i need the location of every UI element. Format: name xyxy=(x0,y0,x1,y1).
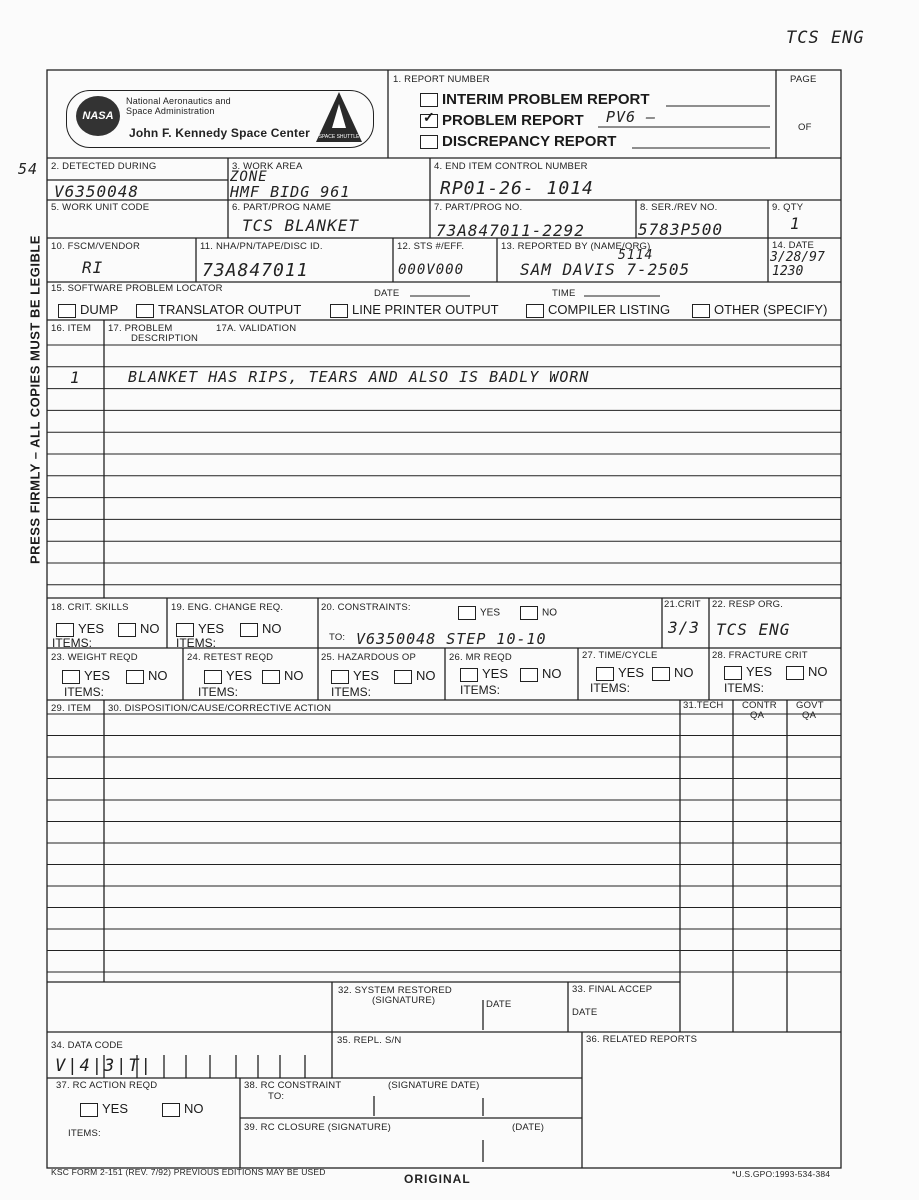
f28-items: ITEMS: xyxy=(724,681,765,695)
problem-item-value: 1 xyxy=(70,368,81,387)
f27-label: 27. TIME/CYCLE xyxy=(582,650,658,661)
f39-date-label: (DATE) xyxy=(512,1122,545,1133)
f37-yes-label: YES xyxy=(102,1101,129,1116)
f17-label: 17. PROBLEM xyxy=(108,323,173,334)
f26-yes-label: YES xyxy=(482,666,509,681)
f19-label: 19. ENG. CHANGE REQ. xyxy=(171,602,284,613)
f23-no-label: NO xyxy=(148,668,168,683)
f24-no-label: NO xyxy=(284,668,304,683)
f33-date-label: DATE xyxy=(572,1007,598,1018)
interim-label: INTERIM PROBLEM REPORT xyxy=(442,91,650,108)
f39-label: 39. RC CLOSURE (SIGNATURE) xyxy=(244,1122,392,1133)
f14-time: 1230 xyxy=(772,264,804,279)
compiler-checkbox[interactable] xyxy=(526,304,544,318)
f21-value: 3/3 xyxy=(668,618,700,637)
f37-items: ITEMS: xyxy=(68,1128,101,1139)
f16-label: 16. ITEM xyxy=(51,323,92,334)
side-text: PRESS FIRMLY – ALL COPIES MUST BE LEGIBLE xyxy=(27,235,43,564)
lineprinter-label: LINE PRINTER OUTPUT xyxy=(352,302,499,317)
f19-items: ITEMS: xyxy=(176,636,217,650)
translator-checkbox[interactable] xyxy=(136,304,154,318)
f33-label: 33. FINAL ACCEP xyxy=(572,984,653,995)
f28-yes-label: YES xyxy=(746,664,773,679)
f18-items: ITEMS: xyxy=(52,636,93,650)
f24-yes-label: YES xyxy=(226,668,253,683)
f8-label: 8. SER./REV NO. xyxy=(640,202,718,213)
f12-label: 12. STS #/EFF. xyxy=(397,241,465,252)
original-stamp: ORIGINAL xyxy=(404,1172,471,1186)
f38-sig-label: (SIGNATURE DATE) xyxy=(388,1080,480,1091)
f31-label: 31.TECH xyxy=(683,700,724,711)
f9-label: 9. QTY xyxy=(772,202,804,213)
shuttle-patch-text: SPACE SHUTTLE xyxy=(318,134,360,140)
page-label: PAGE xyxy=(790,74,817,85)
f37-yes[interactable] xyxy=(80,1101,128,1117)
center-name: John F. Kennedy Space Center xyxy=(129,126,310,140)
f27-yes-label: YES xyxy=(618,665,645,680)
dump-checkbox[interactable] xyxy=(58,304,76,318)
f38-to-label: TO: xyxy=(268,1091,285,1102)
f29-label: 29. ITEM xyxy=(51,703,92,714)
f26-items: ITEMS: xyxy=(460,683,501,697)
sw-translator[interactable] xyxy=(136,302,301,318)
f7-value: 73A847011-2292 xyxy=(436,221,585,240)
f37-yes-checkbox[interactable] xyxy=(80,1103,98,1117)
f38-label: 38. RC CONSTRAINT xyxy=(244,1080,342,1091)
f18-no-label: NO xyxy=(140,621,160,636)
discrepancy-label: DISCREPANCY REPORT xyxy=(442,133,617,150)
f23-no[interactable] xyxy=(126,668,168,684)
contr-label-1: CONTR xyxy=(742,700,777,711)
problem-report-value: PV6 – xyxy=(606,108,657,126)
sw-compiler[interactable] xyxy=(526,302,670,318)
f26-no-checkbox[interactable] xyxy=(520,668,538,682)
sw-time-label: TIME xyxy=(552,288,576,299)
contr-label-2: QA xyxy=(750,710,765,721)
f4-label: 4. END ITEM CONTROL NUMBER xyxy=(434,161,588,172)
f10-label: 10. FSCM/VENDOR xyxy=(51,241,141,252)
sw-lineprinter[interactable] xyxy=(330,302,499,318)
f26-no[interactable] xyxy=(520,666,562,682)
f2-label: 2. DETECTED DURING xyxy=(51,161,157,172)
problem-description: BLANKET HAS RIPS, TEARS AND ALSO IS BADLY WORN xyxy=(128,368,590,386)
f25-items: ITEMS: xyxy=(331,685,372,699)
f32-date-label: DATE xyxy=(486,999,512,1010)
f23-yes-label: YES xyxy=(84,668,111,683)
f20-no[interactable] xyxy=(520,606,557,620)
f23-yes[interactable] xyxy=(62,668,110,684)
f27-no-checkbox[interactable] xyxy=(652,667,670,681)
problem-checkbox[interactable]: ✓ xyxy=(420,114,438,128)
f35-label: 35. REPL. S/N xyxy=(337,1035,402,1046)
sw-other[interactable] xyxy=(692,302,827,318)
f28-yes[interactable] xyxy=(724,664,772,680)
f18-yes-label: YES xyxy=(78,621,105,636)
dump-label: DUMP xyxy=(80,302,119,317)
problem-label: PROBLEM REPORT xyxy=(442,112,584,129)
option-discrepancy[interactable] xyxy=(420,133,616,150)
f32-label: 32. SYSTEM RESTORED xyxy=(338,985,452,996)
gpo-mark: *U.S.GPO:1993-534-384 xyxy=(732,1169,831,1179)
margin-number: 54 xyxy=(18,160,39,178)
f28-label: 28. FRACTURE CRIT xyxy=(712,650,808,661)
f19-no-label: NO xyxy=(262,621,282,636)
f26-label: 26. MR REQD xyxy=(449,652,512,663)
f13-org: 5114 xyxy=(618,248,654,263)
f26-yes[interactable] xyxy=(460,666,508,682)
f27-no[interactable] xyxy=(652,665,694,681)
f27-yes[interactable] xyxy=(596,665,644,681)
f24-items: ITEMS: xyxy=(198,685,239,699)
sw-date-label: DATE xyxy=(374,288,400,299)
f6-label: 6. PART/PROG NAME xyxy=(232,202,332,213)
f19-no[interactable] xyxy=(240,621,282,637)
f11-label: 11. NHA/PN/TAPE/DISC ID. xyxy=(200,241,323,252)
agency-line1: National Aeronautics and xyxy=(126,96,231,106)
option-interim[interactable] xyxy=(420,91,650,108)
f27-no-label: NO xyxy=(674,665,694,680)
sw-dump[interactable] xyxy=(58,302,118,318)
f20-value: V6350048 STEP 10-10 xyxy=(356,630,547,648)
f17-label-2: DESCRIPTION xyxy=(131,333,199,344)
f6-value: TCS BLANKET xyxy=(242,216,359,235)
f37-label: 37. RC ACTION REQD xyxy=(56,1080,158,1091)
f20-label: 20. CONSTRAINTS: xyxy=(321,602,411,613)
f27-items: ITEMS: xyxy=(590,681,631,695)
f25-yes[interactable] xyxy=(331,668,379,684)
f2-value: V6350048 xyxy=(54,182,140,201)
f14-date: 3/28/97 xyxy=(770,250,825,265)
f3-line2: HMF BIDG 961 xyxy=(230,183,351,201)
f3-line1: ZONE xyxy=(230,169,268,185)
lineprinter-checkbox[interactable] xyxy=(330,304,348,318)
f28-yes-checkbox[interactable] xyxy=(724,666,742,680)
f5-label: 5. WORK UNIT CODE xyxy=(51,202,150,213)
f25-no-checkbox[interactable] xyxy=(394,670,412,684)
f15-label: 15. SOFTWARE PROBLEM LOCATOR xyxy=(51,283,223,294)
f24-label: 24. RETEST REQD xyxy=(187,652,274,663)
other-checkbox[interactable] xyxy=(692,304,710,318)
f19-yes-label: YES xyxy=(198,621,225,636)
f7-label: 7. PART/PROG NO. xyxy=(434,202,523,213)
option-problem[interactable] xyxy=(420,109,584,129)
f25-no-label: NO xyxy=(416,668,436,683)
f17a-label: 17A. VALIDATION xyxy=(216,323,297,334)
f24-no[interactable] xyxy=(262,668,304,684)
f20-no-label: NO xyxy=(542,607,557,619)
f19-yes[interactable] xyxy=(176,621,224,637)
f13-label: 13. REPORTED BY (NAME/ORG) xyxy=(501,241,651,252)
form-id: KSC FORM 2-151 (REV. 7/92) PREVIOUS EDITIONS MAY BE USED xyxy=(51,1167,326,1177)
f20-yes-checkbox[interactable] xyxy=(458,606,476,620)
report-number-label: 1. REPORT NUMBER xyxy=(393,74,490,85)
f23-yes-checkbox[interactable] xyxy=(62,670,80,684)
f24-no-checkbox[interactable] xyxy=(262,670,280,684)
other-label: OTHER (SPECIFY) xyxy=(714,302,828,317)
f19-yes-checkbox[interactable] xyxy=(176,623,194,637)
f30-label: 30. DISPOSITION/CAUSE/CORRECTIVE ACTION xyxy=(108,703,332,714)
agency-line2: Space Administration xyxy=(126,106,215,116)
f28-no-checkbox[interactable] xyxy=(786,666,804,680)
f25-yes-label: YES xyxy=(353,668,380,683)
of-label: OF xyxy=(798,122,812,133)
f22-label: 22. RESP ORG. xyxy=(712,599,784,610)
f9-value: 1 xyxy=(790,214,801,233)
f20-no-checkbox[interactable] xyxy=(520,606,538,620)
f19-no-checkbox[interactable] xyxy=(240,623,258,637)
f20-yes[interactable] xyxy=(458,606,500,620)
f13-value: SAM DAVIS 7-2505 xyxy=(520,260,691,279)
compiler-label: COMPILER LISTING xyxy=(548,302,671,317)
f28-no-label: NO xyxy=(808,664,828,679)
f25-label: 25. HAZARDOUS OP xyxy=(321,652,417,663)
f23-items: ITEMS: xyxy=(64,685,105,699)
discrepancy-checkbox[interactable] xyxy=(420,135,438,149)
f24-yes-checkbox[interactable] xyxy=(204,670,222,684)
f34-label: 34. DATA CODE xyxy=(51,1040,123,1051)
f20-yes-label: YES xyxy=(480,607,501,619)
f26-no-label: NO xyxy=(542,666,562,681)
f21-label: 21.CRIT xyxy=(664,599,701,610)
f12-value: 000V000 xyxy=(398,262,465,278)
f37-no-label: NO xyxy=(184,1101,204,1116)
f18-no-checkbox[interactable] xyxy=(118,623,136,637)
nasa-logo: NASA xyxy=(76,96,120,136)
f18-no[interactable] xyxy=(118,621,160,637)
f20-to-label: TO: xyxy=(329,632,346,643)
f34-value: V|4|3|T| xyxy=(55,1056,153,1076)
f28-no[interactable] xyxy=(786,664,828,680)
f11-value: 73A847011 xyxy=(202,260,309,281)
f22-value: TCS ENG xyxy=(716,620,791,639)
f32-label-2: (SIGNATURE) xyxy=(372,995,436,1006)
f36-label: 36. RELATED REPORTS xyxy=(586,1034,698,1045)
f23-no-checkbox[interactable] xyxy=(126,670,144,684)
f18-label: 18. CRIT. SKILLS xyxy=(51,602,129,613)
translator-label: TRANSLATOR OUTPUT xyxy=(158,302,302,317)
f37-no-checkbox[interactable] xyxy=(162,1103,180,1117)
f25-yes-checkbox[interactable] xyxy=(331,670,349,684)
f37-no[interactable] xyxy=(162,1101,204,1117)
f10-value: RI xyxy=(82,258,104,277)
f23-label: 23. WEIGHT REQD xyxy=(51,652,138,663)
f18-yes[interactable] xyxy=(56,621,104,637)
f27-yes-checkbox[interactable] xyxy=(596,667,614,681)
f25-no[interactable] xyxy=(394,668,436,684)
f4-value: RP01-26- 1014 xyxy=(440,178,594,199)
corner-note: TCS ENG xyxy=(786,28,865,48)
govt-label-2: QA xyxy=(802,710,817,721)
f26-yes-checkbox[interactable] xyxy=(460,668,478,682)
govt-label-1: GOVT xyxy=(796,700,824,711)
f8-value: 5783P500 xyxy=(638,220,724,239)
f14-label: 14. DATE xyxy=(772,240,815,251)
f18-yes-checkbox[interactable] xyxy=(56,623,74,637)
f24-yes[interactable] xyxy=(204,668,252,684)
f3-label: 3. WORK AREA xyxy=(232,161,303,172)
interim-checkbox[interactable] xyxy=(420,93,438,107)
